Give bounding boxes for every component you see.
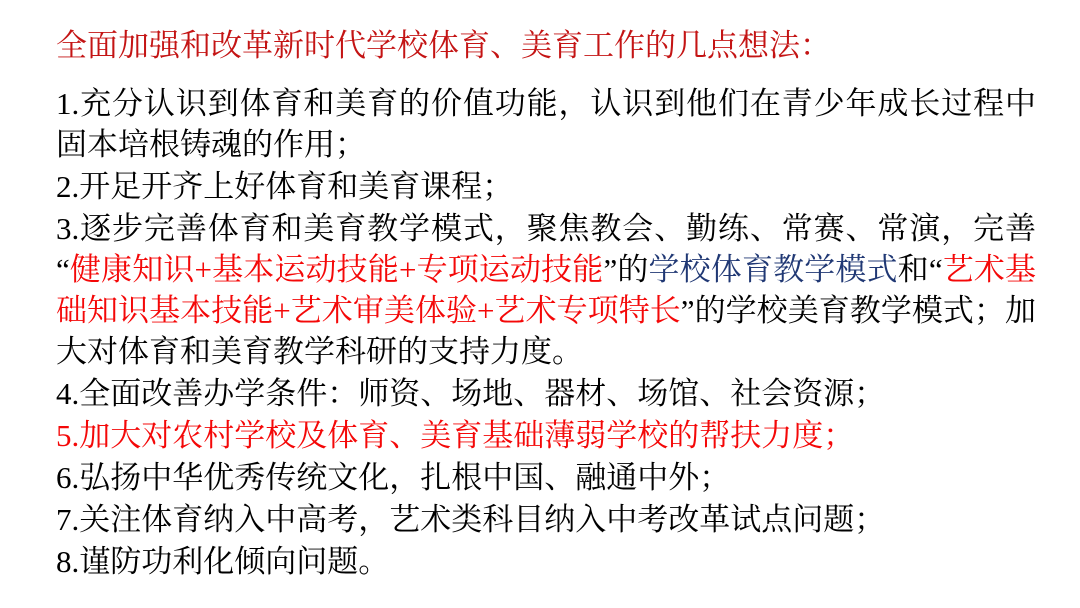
point-3-connector-2: 和“ — [897, 252, 943, 287]
point-3 — [56, 208, 1036, 372]
point-1-text: 1.充分认识到体育和美育的价值功能，认识到他们在青少年成长过程中固本培根铸魂的作用； — [56, 86, 1036, 162]
point-4-text: 4.全面改善办学条件：师资、场地、器材、场馆、社会资源； — [56, 376, 886, 411]
point-5 — [56, 415, 1036, 456]
slide-title: 全面加强和改革新时代学校体育、美育工作的几点想法： — [56, 28, 831, 63]
point-3-school-pe-model-highlight: 学校体育教学模式 — [648, 252, 898, 287]
point-7-text: 7.关注体育纳入中高考，艺术类科目纳入中考改革试点问题； — [56, 502, 886, 537]
point-8-text: 8.谨防功利化倾向问题。 — [56, 544, 390, 579]
point-3-art-skills-highlight: 艺术基础知识基本技能+艺术审美体验+艺术专项特长 — [56, 252, 1037, 328]
point-3-intro-text: 3.逐步完善体育和美育教学模式，聚焦教会、勤练、常赛、常演，完善“ — [56, 211, 1036, 287]
point-5-text: 5.加大对农村学校及体育、美育基础薄弱学校的帮扶力度； — [56, 418, 855, 453]
point-6-text: 6.弘扬中华优秀传统文化，扎根中国、融通中外； — [56, 460, 731, 495]
point-6 — [56, 457, 1036, 498]
point-1 — [56, 83, 1036, 165]
point-2-text: 2.开足开齐上好体育和美育课程； — [56, 169, 514, 204]
point-3-sport-skills-highlight: 健康知识+基本运动技能+专项运动技能 — [69, 252, 604, 287]
point-7 — [56, 499, 1036, 540]
point-3-closing-text: ”的学校美育教学模式；加大对体育和美育教学科研的支持力度。 — [56, 293, 1036, 369]
point-2 — [56, 166, 1036, 207]
point-8 — [56, 541, 1036, 582]
point-4 — [56, 373, 1036, 414]
point-3-connector-1: ”的 — [603, 252, 649, 287]
